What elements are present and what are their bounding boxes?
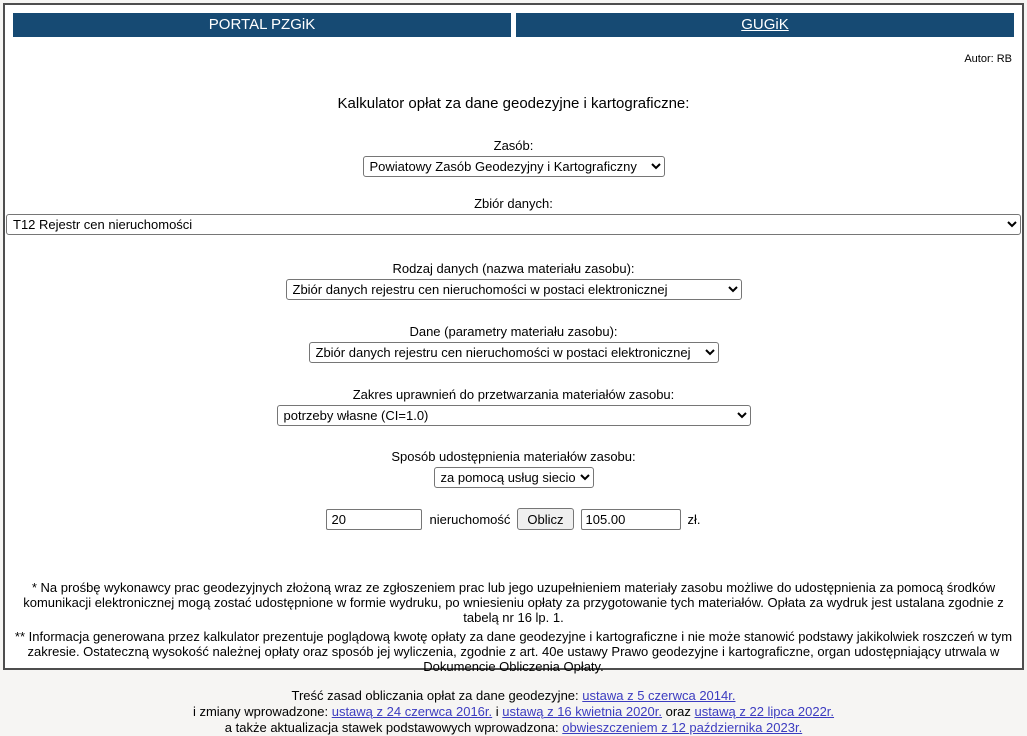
legal-line3-text: a także aktualizacja stawek podstawowych wprowadzona: [224, 720, 559, 735]
result-input[interactable] [581, 509, 681, 530]
author-credit: Autor: RB [964, 53, 1012, 65]
nav-portal-pzgik[interactable] [13, 13, 511, 37]
law-2022-link[interactable]: ustawą z 22 lipca 2022r. [694, 704, 835, 719]
field-zasob [5, 138, 1022, 177]
announcement-2023-link[interactable]: obwieszczeniem z 12 października 2023r. [562, 720, 803, 735]
dane-label: Dane (parametry materiału zasobu): [409, 324, 618, 339]
zbior-danych-select[interactable] [6, 214, 1021, 235]
field-dane [5, 324, 1022, 363]
legal-line1-text: Treść zasad obliczania opłat za dane geodezyjne: [291, 688, 579, 703]
legal-line2-sep1: i [495, 704, 499, 719]
legal-line2-text: i zmiany wprowadzone: [192, 704, 329, 719]
calculation-row [5, 508, 1022, 530]
calculator-page [3, 3, 1024, 735]
rodzaj-danych-select[interactable] [286, 279, 742, 300]
legal-line-1 [5, 688, 1022, 704]
legal-line2-sep2: oraz [665, 704, 691, 719]
field-sposob-udostepnienia [5, 449, 1022, 488]
legal-line-2 [5, 704, 1022, 720]
law-2020-link[interactable]: ustawą z 16 kwietnia 2020r. [502, 704, 662, 719]
footnotes [5, 580, 1022, 674]
legal-line-3 [5, 720, 1022, 736]
gugik-link[interactable]: GUGiK [741, 16, 789, 33]
legal-references [5, 688, 1022, 736]
unit-label: nieruchomość [429, 511, 511, 527]
page-title: Kalkulator opłat za dane geodezyjne i kartograficzne: [337, 95, 690, 112]
zasob-label: Zasób: [493, 138, 534, 153]
field-zbior-danych [5, 196, 1022, 235]
zakres-uprawnien-label: Zakres uprawnień do przetwarzania materiałów zasobu: [352, 387, 675, 402]
dane-select[interactable] [309, 342, 719, 363]
sposob-udostepnienia-label: Sposób udostępnienia materiałów zasobu: [391, 449, 636, 464]
field-zakres-uprawnien [5, 387, 1022, 426]
quantity-input[interactable] [326, 509, 422, 530]
sposob-udostepnienia-select[interactable] [434, 467, 594, 488]
field-rodzaj-danych [5, 261, 1022, 300]
law-2014-link[interactable]: ustawa z 5 czerwca 2014r. [582, 688, 736, 703]
rodzaj-danych-label: Rodzaj danych (nazwa materiału zasobu): [392, 261, 635, 276]
zasob-select[interactable] [363, 156, 665, 177]
portal-pzgik-link[interactable]: PORTAL PZGiK [208, 16, 316, 33]
calculate-button[interactable]: Oblicz [517, 508, 573, 530]
top-nav [13, 13, 1014, 37]
currency-label: zł. [687, 511, 701, 527]
nav-gugik[interactable] [516, 13, 1014, 37]
footnote-print-info: * Na prośbę wykonawcy prac geodezyjnych złożoną wraz ze zgłoszeniem prac lub jego uzupełnieniem materiały zasobu możliwe do udostępnienia za pomocą środków komunikacji elektronicznej mogą zostać udostępnione w formie wydruku, po wniesieniu opłaty za przygotowanie tych materiałów. Opłata za wydruk jest ustalana zgodnie z tabelą nr 16 lp. 1. [23, 580, 1004, 625]
zbior-danych-label: Zbiór danych: [474, 196, 553, 211]
footnote-disclaimer: ** Informacja generowana przez kalkulator prezentuje poglądową kwotę opłaty za dane geodezyjne i kartograficzne i nie może stanowić podstawy jakikolwiek roszczeń w tym zakresie. Ostateczną wysokość należnej opłaty oraz sposób jej wyliczenia, zgodnie z art. 40e ustawy Prawo geodezyjne i kartograficzne, organ udostępniający utrwala w Dokumencie Obliczenia Opłaty. [14, 629, 1013, 674]
law-2016-link[interactable]: ustawą z 24 czerwca 2016r. [331, 704, 493, 719]
zakres-uprawnien-select[interactable] [277, 405, 751, 426]
